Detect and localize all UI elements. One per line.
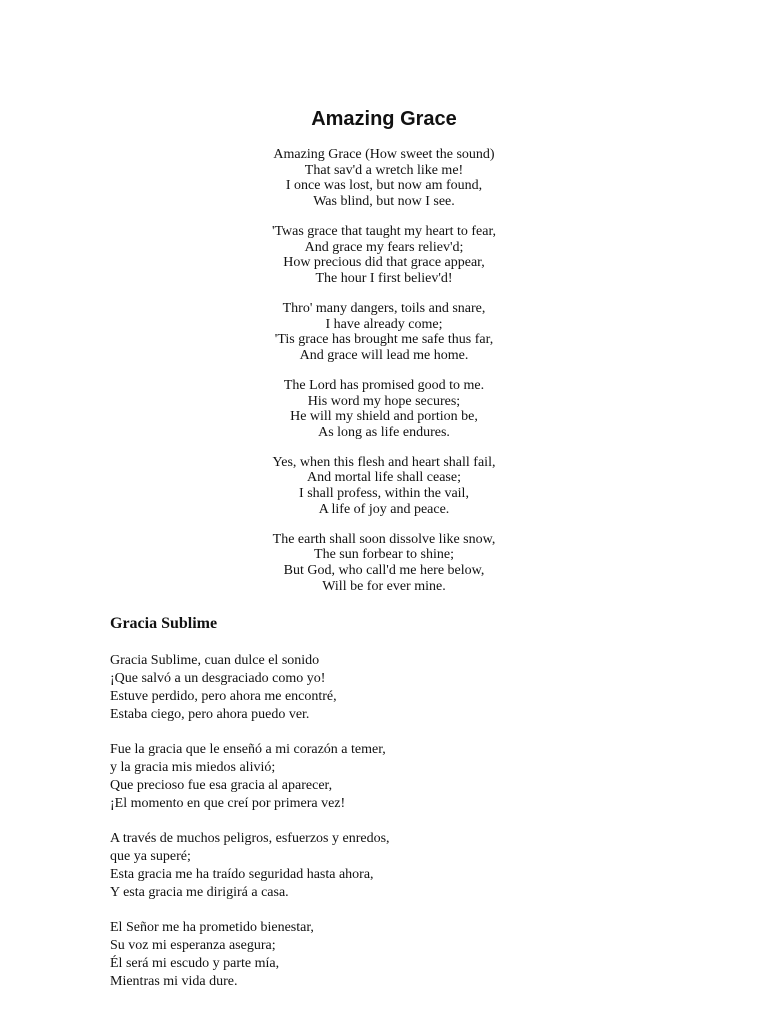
lyric-line: Yes, when this flesh and heart shall fail,: [272, 454, 496, 470]
english-lyrics: [0, 147, 768, 609]
lyric-line: Que precioso fue esa gracia al aparecer,: [110, 778, 333, 793]
spanish-stanza-3: [110, 830, 670, 902]
english-stanza-2: [0, 224, 768, 286]
lyric-line: He will my shield and portion be,: [290, 409, 478, 425]
lyric-line: A life of joy and peace.: [318, 501, 450, 517]
spanish-lyrics: [110, 652, 670, 1008]
spanish-stanza-2: [110, 741, 670, 813]
lyric-line: ¡El momento en que creí por primera vez!: [110, 796, 346, 811]
lyric-line: El Señor me ha prometido bienestar,: [110, 920, 314, 935]
lyric-line: 'Tis grace has brought me safe thus far,: [274, 332, 494, 348]
lyric-line: Él será mi escudo y parte mía,: [110, 956, 280, 971]
lyric-line: y la gracia mis miedos alivió;: [110, 760, 276, 775]
lyric-line: Estaba ciego, pero ahora puedo ver.: [110, 707, 310, 722]
english-stanza-3: [0, 301, 768, 363]
lyric-line: But God, who call'd me here below,: [283, 563, 485, 579]
english-stanza-4: [0, 378, 768, 440]
lyric-line: Amazing Grace (How sweet the sound): [273, 147, 495, 162]
lyric-line: ¡Que salvó a un desgraciado como yo!: [110, 671, 326, 686]
english-stanza-5: [0, 455, 768, 517]
lyric-line: The hour I first believ'd!: [315, 270, 453, 286]
lyric-line: A través de muchos peligros, esfuerzos y enredos,: [110, 831, 390, 846]
lyric-line: Fue la gracia que le enseñó a mi corazón a temer,: [110, 742, 386, 757]
lyric-line: Esta gracia me ha traído seguridad hasta ahora,: [110, 867, 374, 882]
lyric-line: The Lord has promised good to me.: [283, 377, 485, 393]
lyric-line: The earth shall soon dissolve like snow,: [272, 531, 496, 547]
lyric-line: I have already come;: [325, 316, 443, 332]
lyric-line: Su voz mi esperanza asegura;: [110, 938, 276, 953]
lyric-line: Thro' many dangers, toils and snare,: [282, 300, 486, 316]
page-title: Amazing Grace: [311, 108, 457, 130]
lyric-line: And mortal life shall cease;: [307, 470, 461, 486]
lyric-line: Mientras mi vida dure.: [110, 974, 238, 989]
lyric-line: Estuve perdido, pero ahora me encontré,: [110, 689, 337, 704]
lyric-line: Was blind, but now I see.: [313, 193, 455, 209]
spanish-stanza-4: [110, 919, 670, 991]
lyric-line: That sav'd a wretch like me!: [304, 162, 464, 178]
lyric-line: How precious did that grace appear,: [283, 255, 485, 271]
lyric-line: Will be for ever mine.: [322, 578, 446, 594]
lyric-line: Gracia Sublime, cuan dulce el sonido: [110, 653, 320, 668]
lyric-line: I shall profess, within the vail,: [299, 486, 469, 502]
english-stanza-1: [0, 147, 768, 209]
section-title: Gracia Sublime: [110, 615, 218, 632]
spanish-stanza-1: [110, 652, 670, 724]
english-stanza-6: [0, 532, 768, 594]
lyric-line: que ya superé;: [110, 849, 191, 864]
lyric-line: His word my hope secures;: [307, 393, 461, 409]
lyric-line: The sun forbear to shine;: [314, 547, 454, 563]
lyric-line: And grace will lead me home.: [299, 347, 469, 363]
lyric-line: Y esta gracia me dirigirá a casa.: [110, 885, 289, 900]
lyric-line: And grace my fears reliev'd;: [304, 239, 464, 255]
lyric-line: 'Twas grace that taught my heart to fear,: [271, 223, 497, 239]
lyric-line: I once was lost, but now am found,: [285, 178, 483, 194]
lyric-line: As long as life endures.: [318, 424, 450, 440]
